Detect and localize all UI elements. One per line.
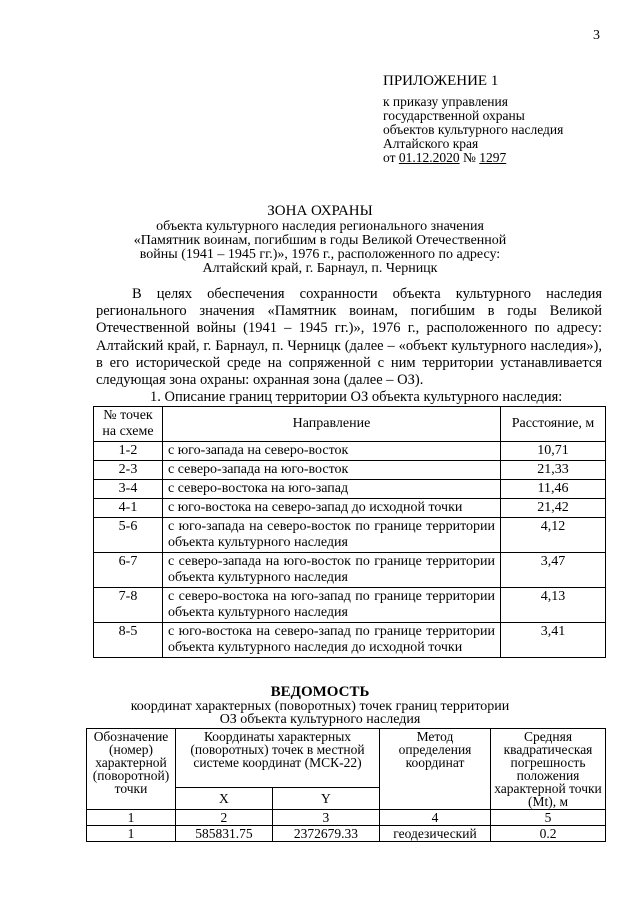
appendix-date-line bbox=[383, 151, 563, 165]
cell-distance: 10,71 bbox=[501, 442, 606, 461]
table-row bbox=[94, 553, 606, 588]
cell-direction: с юго-запада на северо-восток по границе территории объекта культурного наследия bbox=[163, 518, 501, 553]
header-designation: Обозначение (номер) характерной (поворотной) точки bbox=[87, 729, 176, 810]
cell-points: 8-5 bbox=[94, 623, 163, 658]
vedomost-line: координат характерных (поворотных) точек границ территории bbox=[130, 699, 510, 714]
zone-line: объекта культурного наследия регионального значения bbox=[156, 219, 484, 234]
appendix-line: к приказу управления bbox=[383, 94, 508, 109]
table-row bbox=[94, 518, 606, 553]
table-row bbox=[94, 499, 606, 518]
header-error: Средняя квадратическая погрешность положения характерной точки (Mt), м bbox=[491, 729, 606, 810]
table-row bbox=[94, 623, 606, 658]
cell-direction: с юго-запада на северо-восток bbox=[163, 442, 501, 461]
table-row bbox=[94, 588, 606, 623]
cell-distance: 4,12 bbox=[501, 518, 606, 553]
table-header-row bbox=[94, 407, 606, 442]
cell-error: 0.2 bbox=[491, 826, 606, 842]
table-row bbox=[87, 826, 606, 842]
cell-direction: с юго-востока на северо-запад до исходной точки bbox=[163, 499, 501, 518]
cell-points: 7-8 bbox=[94, 588, 163, 623]
section-1-title: 1. Описание границ территории ОЗ объекта культурного наследия: bbox=[150, 389, 563, 405]
header-direction: Направление bbox=[163, 407, 501, 442]
cell-method: геодезический bbox=[380, 826, 491, 842]
vedomost-title-block bbox=[100, 686, 540, 726]
cell-distance: 3,41 bbox=[501, 623, 606, 658]
boundary-table bbox=[93, 406, 606, 658]
cell-distance: 4,13 bbox=[501, 588, 606, 623]
cell-distance: 11,46 bbox=[501, 480, 606, 499]
cell-distance: 21,42 bbox=[501, 499, 606, 518]
column-number: 5 bbox=[491, 810, 606, 826]
zone-line: войны (1941 – 1945 гг.)», 1976 г., расположенного по адресу: bbox=[139, 247, 501, 262]
column-number: 4 bbox=[380, 810, 491, 826]
cell-direction: с юго-востока на северо-запад по границе территории объекта культурного наследия до исходной точки bbox=[163, 623, 501, 658]
cell-direction: с северо-востока на юго-запад по границе территории объекта культурного наследия bbox=[163, 588, 501, 623]
header-distance: Расстояние, м bbox=[501, 407, 606, 442]
zone-heading: ЗОНА ОХРАНЫ bbox=[267, 203, 373, 219]
vedomost-line: ОЗ объекта культурного наследия bbox=[219, 712, 421, 727]
column-number: 3 bbox=[272, 810, 379, 826]
cell-distance: 3,47 bbox=[501, 553, 606, 588]
page-number: 3 bbox=[593, 28, 600, 43]
table-row bbox=[94, 442, 606, 461]
cell-y: 2372679.33 bbox=[272, 826, 379, 842]
header-method: Метод определения координат bbox=[380, 729, 491, 810]
cell-points: 6-7 bbox=[94, 553, 163, 588]
zone-title-block bbox=[100, 204, 540, 276]
intro-paragraph bbox=[96, 286, 602, 389]
cell-direction: с северо-запада на юго-восток bbox=[163, 461, 501, 480]
table-header-row bbox=[87, 729, 606, 788]
column-number: 2 bbox=[176, 810, 273, 826]
date-prefix: от bbox=[383, 150, 396, 165]
cell-x: 585831.75 bbox=[176, 826, 273, 842]
order-date: 01.12.2020 bbox=[398, 150, 460, 165]
header-y: Y bbox=[272, 787, 379, 809]
header-points: № точек на схеме bbox=[94, 407, 163, 442]
header-x: X bbox=[176, 787, 273, 809]
zone-line: «Памятник воинам, погибшим в годы Великой Отечественной bbox=[133, 233, 507, 248]
cell-points: 2-3 bbox=[94, 461, 163, 480]
cell-direction: с северо-востока на юго-запад bbox=[163, 480, 501, 499]
cell-points: 1-2 bbox=[94, 442, 163, 461]
header-coordinates: Координаты характерных (поворотных) точек в местной системе координат (МСК-22) bbox=[176, 729, 380, 788]
appendix-block bbox=[383, 74, 563, 165]
cell-points: 5-6 bbox=[94, 518, 163, 553]
cell-direction: с северо-запада на юго-восток по границе территории объекта культурного наследия bbox=[163, 553, 501, 588]
table-row bbox=[94, 461, 606, 480]
intro-paragraph-text: В целях обеспечения сохранности объекта культурного наследия регионального значения «Памятник воинам, погибшим в годы Великой Отечественной войны (1941 – 1945 гг.)», 1976 г., расположенного по адресу: Алтайский край, г. Барнаул, п. Черницк (далее – «объект культурного наследия»), в его исторической среде на сопряженной с ним территории устанавливается следующая зона охраны: охранная зона (далее – ОЗ). bbox=[96, 286, 602, 389]
order-number: 1297 bbox=[479, 150, 507, 165]
cell-distance: 21,33 bbox=[501, 461, 606, 480]
appendix-line: государственной охраны bbox=[383, 108, 525, 123]
appendix-line: объектов культурного наследия bbox=[383, 122, 564, 137]
coordinates-table bbox=[86, 728, 606, 842]
number-prefix: № bbox=[462, 150, 476, 165]
column-number: 1 bbox=[87, 810, 176, 826]
zone-line: Алтайский край, г. Барнаул, п. Черницк bbox=[202, 261, 438, 276]
appendix-line: Алтайского края bbox=[383, 136, 479, 151]
cell-points: 3-4 bbox=[94, 480, 163, 499]
appendix-title: ПРИЛОЖЕНИЕ 1 bbox=[383, 73, 499, 89]
cell-points: 4-1 bbox=[94, 499, 163, 518]
column-number-row bbox=[87, 810, 606, 826]
cell-point: 1 bbox=[87, 826, 176, 842]
table-row bbox=[94, 480, 606, 499]
vedomost-heading: ВЕДОМОСТЬ bbox=[270, 684, 370, 700]
